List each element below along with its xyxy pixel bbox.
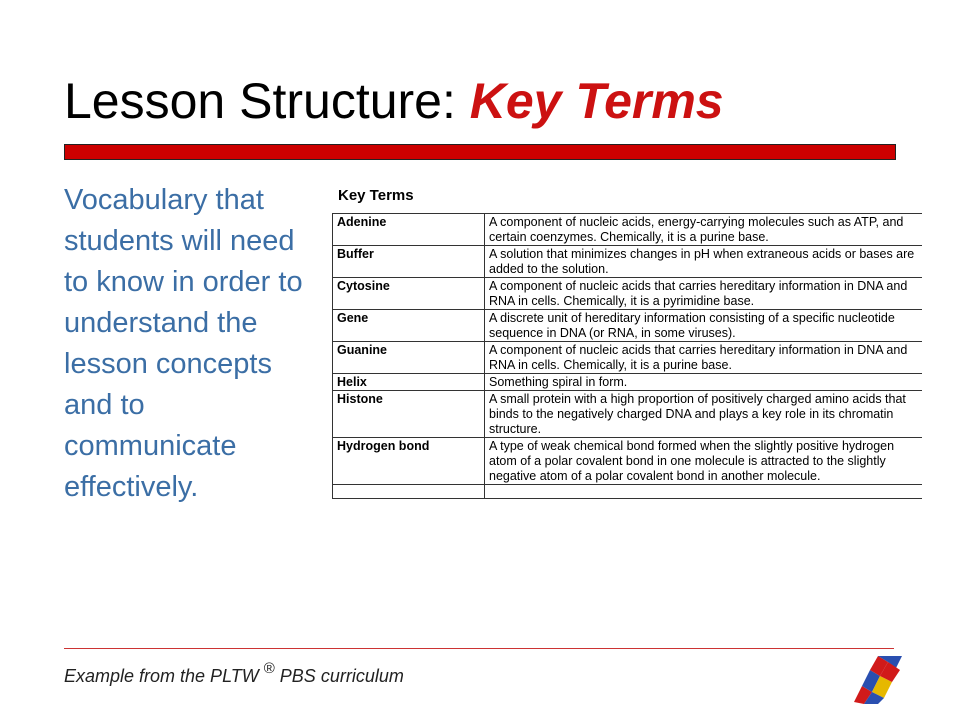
- table-row: [333, 342, 923, 374]
- table-row: [333, 374, 923, 391]
- intro-text: Vocabulary that students will need to know in order to understand the lesson concepts and to communicate effectively.: [64, 184, 303, 503]
- empty-term-cell: [333, 485, 485, 499]
- footer-text-after: PBS curriculum: [274, 666, 404, 686]
- footer-caption: [64, 662, 404, 687]
- slide-title-main: Lesson Structure:: [64, 73, 470, 129]
- term-cell: Cytosine: [333, 278, 485, 310]
- term-cell: Hydrogen bond: [333, 438, 485, 485]
- key-terms-heading: Key Terms: [338, 187, 414, 204]
- registered-mark: ®: [263, 660, 275, 677]
- term-cell: Histone: [333, 391, 485, 438]
- footer-text-before: Example from the PLTW: [64, 666, 264, 686]
- term-cell: Buffer: [333, 246, 485, 278]
- slide-title: [64, 73, 724, 129]
- table-row: [333, 278, 923, 310]
- table-row: [333, 310, 923, 342]
- definition-cell: A component of nucleic acids that carries hereditary information in DNA and RNA in cells. Chemically, it is a pyrimidine base.: [485, 278, 923, 310]
- pltw-logo-icon: [852, 652, 904, 704]
- empty-definition-cell: [485, 485, 923, 499]
- term-cell: Gene: [333, 310, 485, 342]
- definition-cell: A discrete unit of hereditary information consisting of a specific nucleotide sequence in DNA (or RNA, in some viruses).: [485, 310, 923, 342]
- title-divider-bar: [64, 144, 896, 160]
- key-terms-panel: [326, 180, 922, 597]
- term-cell: Guanine: [333, 342, 485, 374]
- term-cell: Adenine: [333, 214, 485, 246]
- definition-cell: A type of weak chemical bond formed when the slightly positive hydrogen atom of a polar covalent bond in one molecule is attracted to the slightly negative atom of a polar covalent bond in another molecule.: [485, 438, 923, 485]
- table-row: [333, 438, 923, 485]
- definition-cell: A small protein with a high proportion of positively charged amino acids that binds to the negatively charged DNA and plays a key role in its chromatin structure.: [485, 391, 923, 438]
- table-row-partial: [333, 485, 923, 499]
- key-terms-table: [332, 213, 922, 499]
- table-row: [333, 246, 923, 278]
- definition-cell: A component of nucleic acids, energy-carrying molecules such as ATP, and certain coenzymes. Chemically, it is a purine base.: [485, 214, 923, 246]
- definition-cell: A solution that minimizes changes in pH when extraneous acids or bases are added to the solution.: [485, 246, 923, 278]
- definition-cell: Something spiral in form.: [485, 374, 923, 391]
- table-row: [333, 214, 923, 246]
- footer-divider: [64, 648, 894, 649]
- slide-title-accent: Key Terms: [469, 73, 724, 129]
- definition-cell: A component of nucleic acids that carries hereditary information in DNA and RNA in cells. Chemically, it is a purine base.: [485, 342, 923, 374]
- table-row: [333, 391, 923, 438]
- term-cell: Helix: [333, 374, 485, 391]
